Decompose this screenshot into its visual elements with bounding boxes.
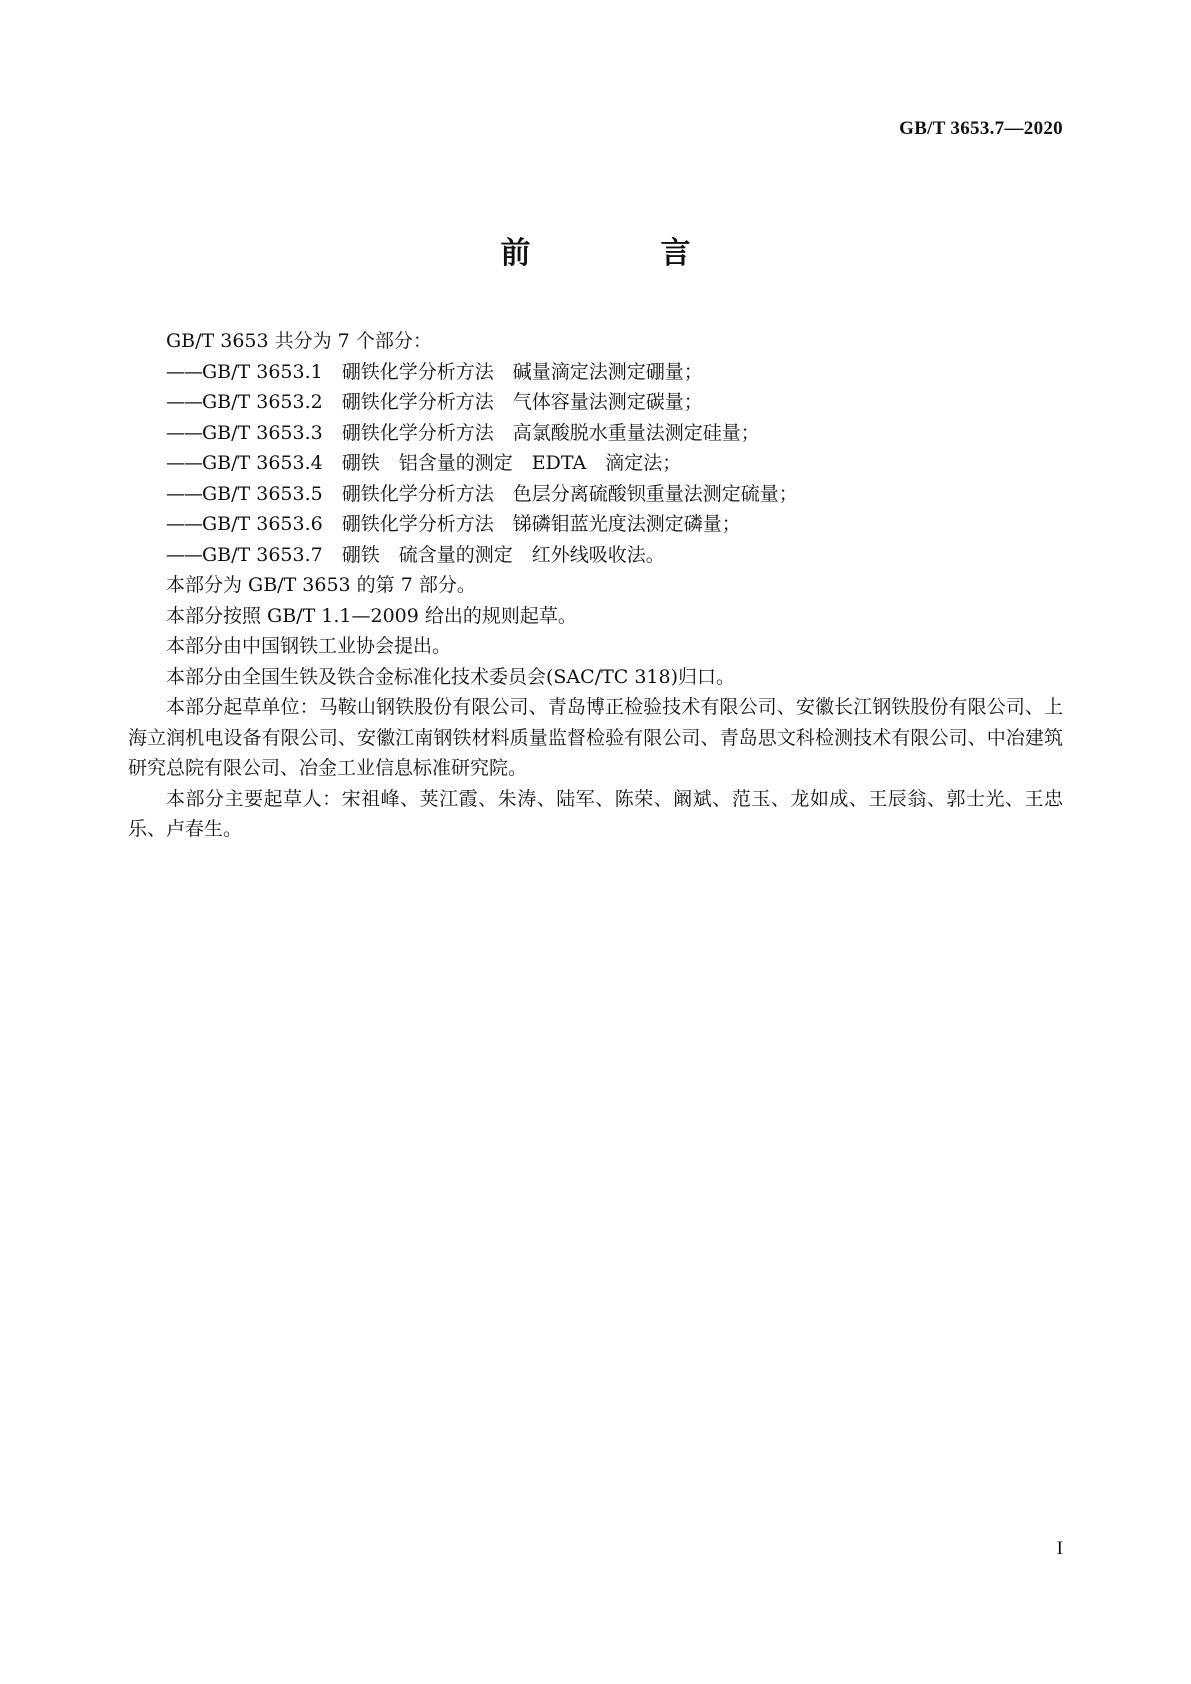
part-name: 硼铁化学分析方法 [341, 421, 494, 444]
part-item-4 [128, 448, 1063, 479]
dash: —— [166, 482, 202, 505]
part-method: EDTA 滴定法； [531, 452, 682, 474]
part-name: 硼铁 硫含量的测定 [341, 543, 513, 566]
paragraph-proposer: 本部分由中国钢铁工业协会提出。 [166, 635, 452, 657]
part-method: 碱量滴定法测定硼量； [512, 360, 703, 383]
part-name: 硼铁化学分析方法 [341, 482, 494, 505]
part-code: GB/T 3653.5 [202, 482, 323, 505]
part-item-7 [128, 540, 1063, 571]
part-name: 硼铁化学分析方法 [341, 391, 494, 413]
part-method: 红外线吸收法。 [531, 543, 665, 566]
paragraph-drafting-units: 本部分起草单位：马鞍山钢铁股份有限公司、青岛博正检验技术有限公司、安徽长江钢铁股份有限公司、上海立润机电设备有限公司、安徽江南钢铁材料质量监督检验有限公司、青岛思文科检测技术有限公司、中冶建筑研究总院有限公司、冶金工业信息标准研究院。 [128, 696, 1063, 779]
page-number: I [1056, 1538, 1063, 1559]
part-code: GB/T 3653.1 [202, 360, 323, 383]
paragraph-committee: 本部分由全国生铁及铁合金标准化技术委员会(SAC/TC 318)归口。 [166, 665, 736, 688]
part-code: GB/T 3653.4 [202, 452, 323, 474]
part-item-6 [128, 509, 1063, 540]
part-code: GB/T 3653.3 [202, 421, 323, 444]
part-item-2 [128, 387, 1063, 418]
part-code: GB/T 3653.2 [202, 391, 323, 413]
foreword-body [128, 326, 1063, 845]
dash: —— [166, 543, 202, 566]
part-method: 高氯酸脱水重量法测定硅量； [512, 421, 760, 444]
dash: —— [166, 452, 202, 474]
parts-list [128, 357, 1063, 571]
part-code: GB/T 3653.6 [202, 513, 323, 535]
part-item-3 [128, 418, 1063, 449]
dash: —— [166, 391, 202, 413]
dash: —— [166, 513, 202, 535]
page-title: 前 言 [500, 236, 741, 271]
intro-line: GB/T 3653 共分为 7 个部分： [166, 330, 432, 352]
paragraph-drafters: 本部分主要起草人：宋祖峰、荚江霞、朱涛、陆军、陈荣、阚斌、范玉、龙如成、王辰翁、郭士光、王忠乐、卢春生。 [128, 787, 1063, 840]
part-item-5 [128, 479, 1063, 510]
part-name: 硼铁化学分析方法 [341, 360, 494, 383]
part-method: 色层分离硫酸钡重量法测定硫量； [512, 482, 798, 505]
part-code: GB/T 3653.7 [202, 543, 323, 566]
dash: —— [166, 421, 202, 444]
part-method: 锑磷钼蓝光度法测定磷量； [512, 513, 741, 535]
part-item-1 [128, 357, 1063, 388]
paragraph-drafting-rules: 本部分按照 GB/T 1.1—2009 给出的规则起草。 [166, 604, 577, 627]
paragraph-part-statement: 本部分为 GB/T 3653 的第 7 部分。 [166, 574, 476, 596]
part-name: 硼铁 铝含量的测定 [341, 452, 513, 474]
dash: —— [166, 360, 202, 383]
standard-number: GB/T 3653.7—2020 [899, 118, 1063, 139]
part-method: 气体容量法测定碳量； [512, 391, 703, 413]
part-name: 硼铁化学分析方法 [341, 513, 494, 535]
